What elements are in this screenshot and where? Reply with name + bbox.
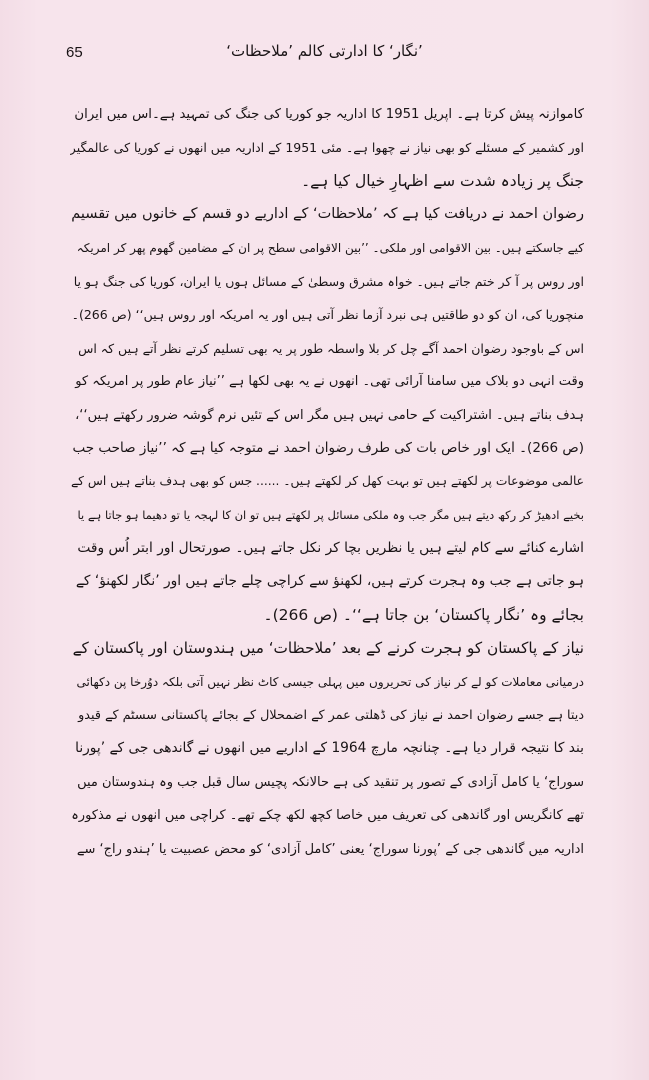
text-line: جنگ پر زیادہ شدت سے اظہارِ خیال کیا ہے۔ — [301, 171, 584, 190]
text-line: اس کے باوجود رضوان احمد آگے چل کر بلا واسطہ طور پر یہ بھی تسلیم کرتے نظر آتے ہیں کہ اس — [78, 340, 584, 356]
text-line: ہو جاتی ہے جب وہ ہجرت کرتے ہیں، لکھنؤ سے کراچی چلے جاتے ہیں اور ’نگار لکھنؤ‘ کے — [75, 573, 584, 590]
text-line: اداریہ میں گاندھی جی کے ’پورنا سوراج‘ یعنی ’کامل آزادی‘ کو محض عصبیت یا ’ہندو راج‘ سے — [76, 841, 584, 857]
text-line: عالمی موضوعات پر لکھتے ہیں تو بہت کھل کر لکھتے ہیں۔ ...... جس کو بھی ہدف بناتے ہیں اس کے — [70, 474, 584, 489]
text-line: درمیانی معاملات کو لے کر نیاز کی تحریروں میں پہلی جیسی کاٹ نظر نہیں آتی بلکہ دوُرخا پن دکھائی — [76, 674, 584, 689]
text-line: بخیے ادھیڑ کر رکھ دیتے ہیں مگر جب وہ ملکی مسائل پر لکھتے ہیں تو ان کا لہجہ یا تو دھیما ہو جاتا ہے یا — [77, 507, 584, 522]
text-line: رضوان احمد نے دریافت کیا ہے کہ ’ملاحظات‘ کے اداریے دو قسم کے خانوں میں تقسیم — [71, 206, 584, 223]
text-line: وقت انہی دو بلاک میں سامنا آرائی تھی۔ انھوں نے یہ بھی لکھا ہے ’’نیاز عام طور پر امریکہ کو — [75, 374, 584, 390]
text-line: بند کا نتیجہ قرار دیا ہے۔ چنانچہ مارچ 1964 کے اداریے میں انھوں نے گاندھی جی کے ’پورنا — [75, 740, 584, 757]
body-text — [70, 98, 584, 866]
text-line: سوراج‘ یا کامل آزادی کے تصور پر تنقید کی ہے حالانکہ پچیس سال قبل جب وہ ہندوستان میں — [77, 774, 584, 790]
text-line: منچوریا کی، ان کو دو طاقتیں ہی نبرد آزما نظر آتی ہیں اور یہ امریکہ اور روس ہیں‘‘ (ص 266)۔ — [71, 307, 584, 323]
paragraph-3 — [70, 632, 584, 866]
paragraph-2 — [70, 198, 584, 632]
page-header — [66, 42, 583, 70]
text-line: کیے جاسکتے ہیں۔ بین الاقوامی اور ملکی۔ ’’بین الاقوامی سطح پر ان کے مضامین گھوم پھر کر امریکہ — [76, 240, 584, 255]
text-line: نیاز کے پاکستان کو ہجرت کرنے کے بعد ’ملاحظات‘ میں ہندوستان اور پاکستان کے — [72, 639, 584, 658]
text-line: ہدف بناتے ہیں۔ اشتراکیت کے حامی نہیں ہیں مگر اس کے تئیں نرم گوشہ ضرور رکھتے ہیں‘‘، — [75, 407, 584, 423]
text-line: دیتا ہے جسے رضوان احمد نے نیاز کی ڈھلتی عمر کے اضمحلال کے بجائے پاکستانی سسٹم کے قیدو — [78, 708, 584, 724]
text-line: (ص 266)۔ ایک اور خاص بات کی طرف رضوان احمد نے متوجہ کیا ہے کہ ’’نیاز صاحب جب — [72, 439, 584, 456]
text-line: بجائے وہ ’نگار پاکستان‘ بن جاتا ہے‘‘۔ (ص 266)۔ — [263, 605, 584, 624]
running-title: ’نگار‘ کا ادارتی کالم ’ملاحظات‘ — [226, 42, 423, 60]
text-line: کاموازنہ پیش کرتا ہے۔ اپریل 1951 کا اداریہ جو کوریا کی جنگ کی تمہید ہے۔اس میں ایران — [74, 107, 584, 122]
paragraph-1 — [70, 98, 584, 198]
text-line: اور کشمیر کے مسئلے کو بھی نیاز نے چھوا ہے۔ مئی 1951 کے اداریہ میں انھوں نے کوریا کی عالمگیر — [70, 140, 584, 156]
text-line: اور روس پر آ کر ختم جاتے ہیں۔ خواہ مشرق وسطیٰ کے مسائل ہوں یا ایران، کوریا کی جنگ ہو یا — [73, 273, 584, 289]
text-line: اشارے کنائے سے کام لیتے ہیں یا نظریں بچا کر نکل جاتے ہیں۔ صورتحال اور ابتر اُس وقت — [77, 540, 584, 557]
text-line: تھے کانگریس اور گاندھی کی تعریف میں خاصا کچھ لکھ چکے تھے۔ کراچی میں انھوں نے مذکورہ — [71, 808, 584, 824]
page-number: 65 — [66, 44, 83, 61]
